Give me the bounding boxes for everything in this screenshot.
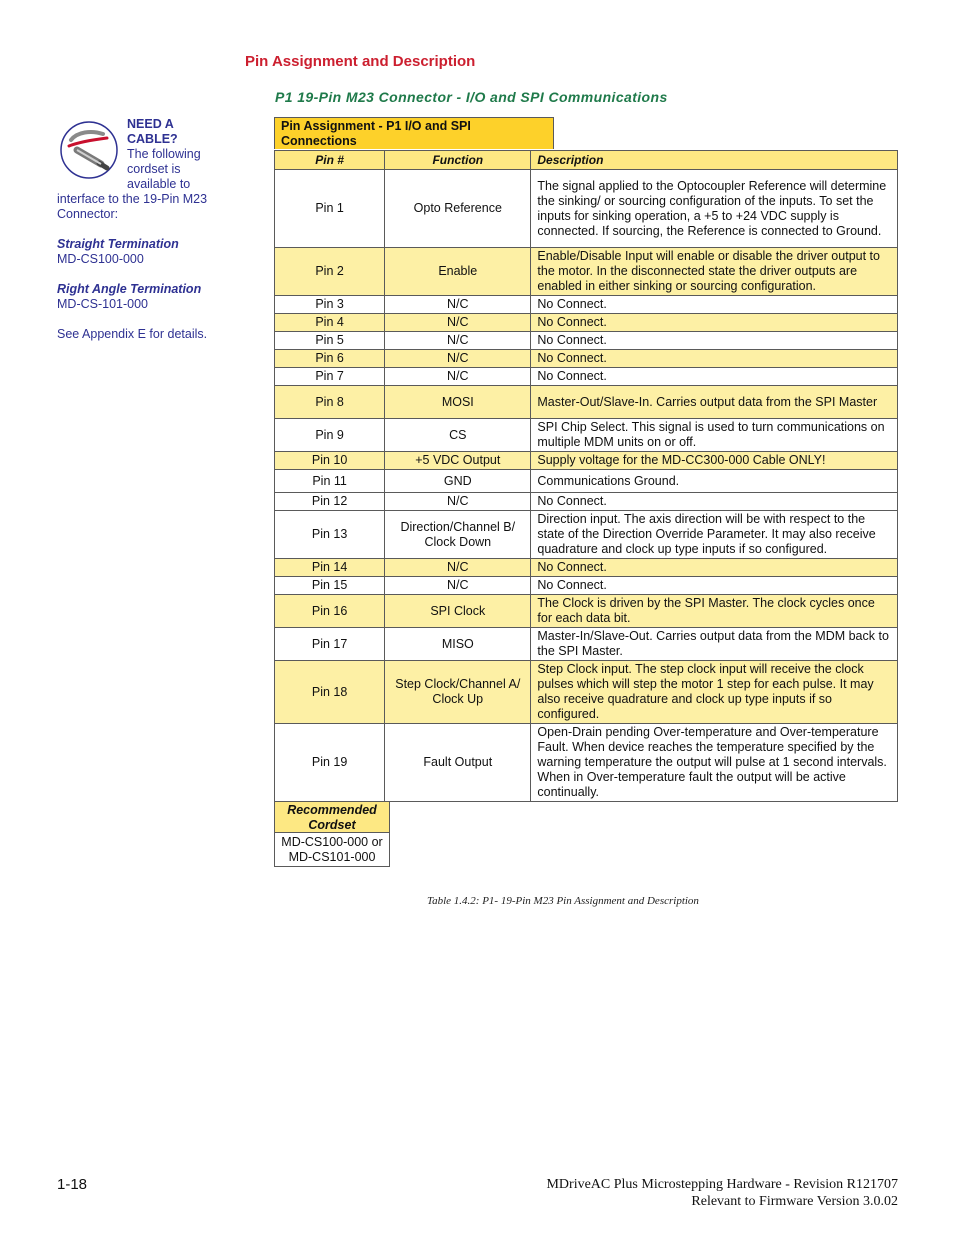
- function-cell: Fault Output: [385, 724, 531, 802]
- function-cell: SPI Clock: [385, 595, 531, 628]
- table-row: [275, 452, 898, 470]
- sidebar-cable-note: [57, 117, 217, 342]
- pin-cell: Pin 11: [275, 470, 385, 493]
- function-cell: MOSI: [385, 386, 531, 419]
- pin-cell: Pin 6: [275, 350, 385, 368]
- description-cell: Supply voltage for the MD-CC300-000 Cable ONLY!: [531, 452, 898, 470]
- pin-assignment-table: [274, 150, 898, 802]
- pin-cell: Pin 18: [275, 661, 385, 724]
- table-row: [275, 595, 898, 628]
- table-row: [275, 511, 898, 559]
- function-cell: N/C: [385, 350, 531, 368]
- description-cell: No Connect.: [531, 350, 898, 368]
- table-row: [275, 386, 898, 419]
- pin-cell: Pin 17: [275, 628, 385, 661]
- cordset-header: Recommended Cordset: [274, 801, 390, 833]
- description-cell: Step Clock input. The step clock input will receive the clock pulses which will step the motor 1 step for each pulse. It may also receive quadrature and clock up type inputs if so configured.: [531, 661, 898, 724]
- description-cell: The Clock is driven by the SPI Master. The clock cycles once for each data bit.: [531, 595, 898, 628]
- description-cell: No Connect.: [531, 368, 898, 386]
- pin-cell: Pin 1: [275, 170, 385, 248]
- pin-cell: Pin 7: [275, 368, 385, 386]
- pin-cell: Pin 4: [275, 314, 385, 332]
- pin-cell: Pin 14: [275, 559, 385, 577]
- subsection-title: P1 19-Pin M23 Connector - I/O and SPI Communications: [275, 89, 668, 105]
- function-cell: N/C: [385, 296, 531, 314]
- table-row: [275, 577, 898, 595]
- pin-cell: Pin 15: [275, 577, 385, 595]
- table-row: [275, 314, 898, 332]
- description-cell: Direction input. The axis direction will be with respect to the state of the Direction Override Parameter. It may also receive quadrature and clock up type inputs if so configured.: [531, 511, 898, 559]
- table-row: [275, 628, 898, 661]
- pin-cell: Pin 3: [275, 296, 385, 314]
- function-cell: MISO: [385, 628, 531, 661]
- table-row: [275, 559, 898, 577]
- table-header-row: [275, 151, 898, 170]
- cordset-value: MD-CS100-000 or MD-CS101-000: [274, 833, 390, 867]
- table-row: [275, 350, 898, 368]
- table-row: [275, 296, 898, 314]
- pin-cell: Pin 12: [275, 493, 385, 511]
- table-row: [275, 493, 898, 511]
- right-angle-termination-part: MD-CS-101-000: [57, 297, 149, 311]
- pin-cell: Pin 2: [275, 248, 385, 296]
- page-number: 1-18: [57, 1176, 88, 1193]
- table-caption: Table 1.4.2: P1- 19-Pin M23 Pin Assignment and Description: [427, 895, 699, 907]
- function-cell: Step Clock/Channel A/ Clock Up: [385, 661, 531, 724]
- table-row: [275, 661, 898, 724]
- description-cell: No Connect.: [531, 559, 898, 577]
- table-row: [275, 248, 898, 296]
- footer-line-1: MDriveAC Plus Microstepping Hardware - Revision R121707: [546, 1177, 898, 1192]
- table-row: [275, 332, 898, 350]
- table-row: [275, 368, 898, 386]
- pin-cell: Pin 8: [275, 386, 385, 419]
- table-row: [275, 170, 898, 248]
- description-cell: The signal applied to the Optocoupler Reference will determine the sinking/ or sourcing configuration of the inputs. To set the inputs for sinking operation, a +5 to +24 VDC supply is connected. If sourcing, the Reference is connected to Ground.: [531, 170, 898, 248]
- page-footer: [546, 1176, 898, 1210]
- function-cell: N/C: [385, 332, 531, 350]
- header-function: Function: [385, 151, 531, 170]
- pin-cell: Pin 9: [275, 419, 385, 452]
- section-title: Pin Assignment and Description: [245, 53, 476, 70]
- straight-termination-label: Straight Termination: [57, 237, 179, 251]
- function-cell: +5 VDC Output: [385, 452, 531, 470]
- description-cell: Communications Ground.: [531, 470, 898, 493]
- right-angle-termination-label: Right Angle Termination: [57, 282, 202, 296]
- intro-lead-text: The following cordset is available to: [127, 147, 201, 191]
- pin-cell: Pin 5: [275, 332, 385, 350]
- description-cell: Master-In/Slave-Out. Carries output data from the MDM back to the SPI Master.: [531, 628, 898, 661]
- description-cell: No Connect.: [531, 314, 898, 332]
- table-row: [275, 470, 898, 493]
- function-cell: N/C: [385, 577, 531, 595]
- pin-cell: Pin 19: [275, 724, 385, 802]
- recommended-cordset-box: [274, 801, 390, 867]
- description-cell: Open-Drain pending Over-temperature and Over-temperature Fault. When device reaches the temperature specified by the warning temperature the output will pulse at 1 second intervals. When in Over-temperature fault the output will be active continually.: [531, 724, 898, 802]
- function-cell: Direction/Channel B/ Clock Down: [385, 511, 531, 559]
- header-description: Description: [531, 151, 898, 170]
- function-cell: N/C: [385, 493, 531, 511]
- see-appendix-link[interactable]: See Appendix E for details.: [57, 327, 208, 341]
- function-cell: Opto Reference: [385, 170, 531, 248]
- function-cell: N/C: [385, 368, 531, 386]
- table-row: [275, 419, 898, 452]
- function-cell: Enable: [385, 248, 531, 296]
- table-row: [275, 724, 898, 802]
- function-cell: N/C: [385, 314, 531, 332]
- pin-cell: Pin 10: [275, 452, 385, 470]
- pin-cell: Pin 13: [275, 511, 385, 559]
- cable-connector-icon: [57, 120, 121, 180]
- description-cell: SPI Chip Select. This signal is used to turn communications on multiple MDM units on or off.: [531, 419, 898, 452]
- function-cell: GND: [385, 470, 531, 493]
- pin-cell: Pin 16: [275, 595, 385, 628]
- description-cell: No Connect.: [531, 493, 898, 511]
- straight-termination-part: MD-CS100-000: [57, 252, 144, 266]
- description-cell: No Connect.: [531, 577, 898, 595]
- description-cell: Enable/Disable Input will enable or disable the driver output to the motor. In the disconnected state the driver outputs are enabled in either sinking or sourcing configuration.: [531, 248, 898, 296]
- table-title: Pin Assignment - P1 I/O and SPI Connections: [274, 117, 554, 149]
- description-cell: No Connect.: [531, 332, 898, 350]
- function-cell: CS: [385, 419, 531, 452]
- function-cell: N/C: [385, 559, 531, 577]
- intro-rest-text: interface to the 19-Pin M23 Connector:: [57, 192, 208, 221]
- footer-line-2: Relevant to Firmware Version 3.0.02: [691, 1194, 898, 1209]
- description-cell: Master-Out/Slave-In. Carries output data from the SPI Master: [531, 386, 898, 419]
- need-cable-heading: NEED A CABLE?: [127, 117, 178, 146]
- description-cell: No Connect.: [531, 296, 898, 314]
- header-pin: Pin #: [275, 151, 385, 170]
